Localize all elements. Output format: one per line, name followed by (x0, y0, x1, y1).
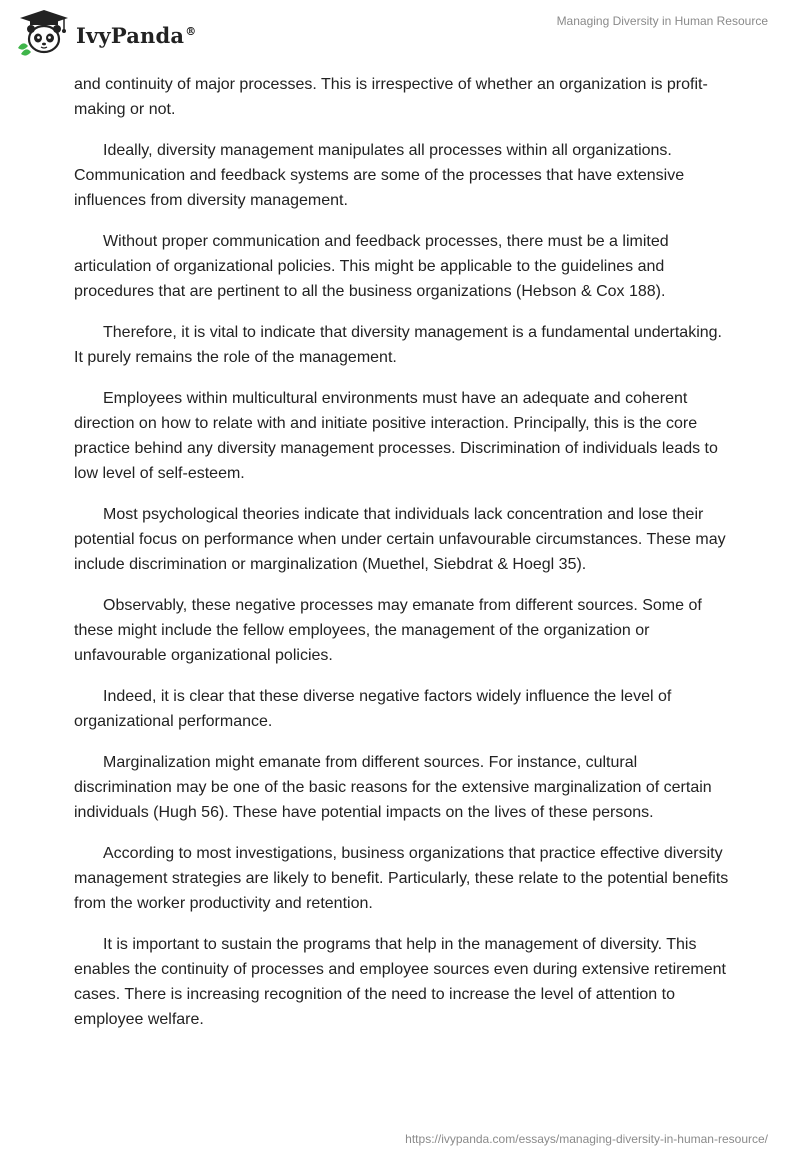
paragraph: Marginalization might emanate from different sources. For instance, cultural discrimination may be one of the basic reasons for the extensive marginalization of certain individuals (Hugh 56). These have potential impacts on the lives of these persons. (74, 754, 712, 821)
brand-name: IvyPanda® (76, 22, 197, 48)
paragraph: Observably, these negative processes may emanate from different sources. Some of these might include the fellow employees, the management of the organization or unfavourable organizational policies. (74, 597, 702, 664)
paragraph: Without proper communication and feedback processes, there must be a limited articulation of organizational policies. This might be applicable to the guidelines and procedures that are pertinent to all the business organizations (Hebson & Cox 188). (74, 233, 669, 300)
panda-graduate-icon (14, 8, 74, 58)
document-title: Managing Diversity in Human Resource (556, 14, 768, 28)
paragraph: According to most investigations, business organizations that practice effective diversity management strategies are likely to benefit. Particularly, these relate to the potential benefits from the worker productivity and retention. (74, 845, 729, 912)
paragraph: Ideally, diversity management manipulates all processes within all organizations. Communication and feedback systems are some of the processes that have extensive influences from diversity management. (74, 142, 685, 209)
source-url[interactable]: https://ivypanda.com/essays/managing-diversity-in-human-resource/ (405, 1132, 768, 1146)
essay-body (74, 72, 734, 1048)
paragraph: Employees within multicultural environments must have an adequate and coherent direction on how to relate with and initiate positive interaction. Principally, this is the core practice behind any diversity management processes. Discrimination of individuals leads to low level of self-esteem. (74, 390, 718, 482)
paragraph: It is important to sustain the programs that help in the management of diversity. This enables the continuity of processes and employee sources even during extensive retirement cases. There is increasing recognition of the need to increase the level of attention to employee welfare. (74, 936, 726, 1028)
registered-mark: ® (185, 24, 197, 38)
page-header (0, 0, 800, 70)
paragraph: and continuity of major processes. This is irrespective of whether an organization is profit-making or not. (74, 76, 708, 118)
paragraph: Indeed, it is clear that these diverse negative factors widely influence the level of organizational performance. (74, 688, 672, 730)
paragraph: Most psychological theories indicate that individuals lack concentration and lose their potential focus on performance when under certain unfavourable circumstances. These may include discrimination or marginalization (Muethel, Siebdrat & Hoegl 35). (74, 506, 726, 573)
ivypanda-logo[interactable] (14, 8, 196, 58)
paragraph: Therefore, it is vital to indicate that diversity management is a fundamental undertaking. It purely remains the role of the management. (74, 324, 722, 366)
